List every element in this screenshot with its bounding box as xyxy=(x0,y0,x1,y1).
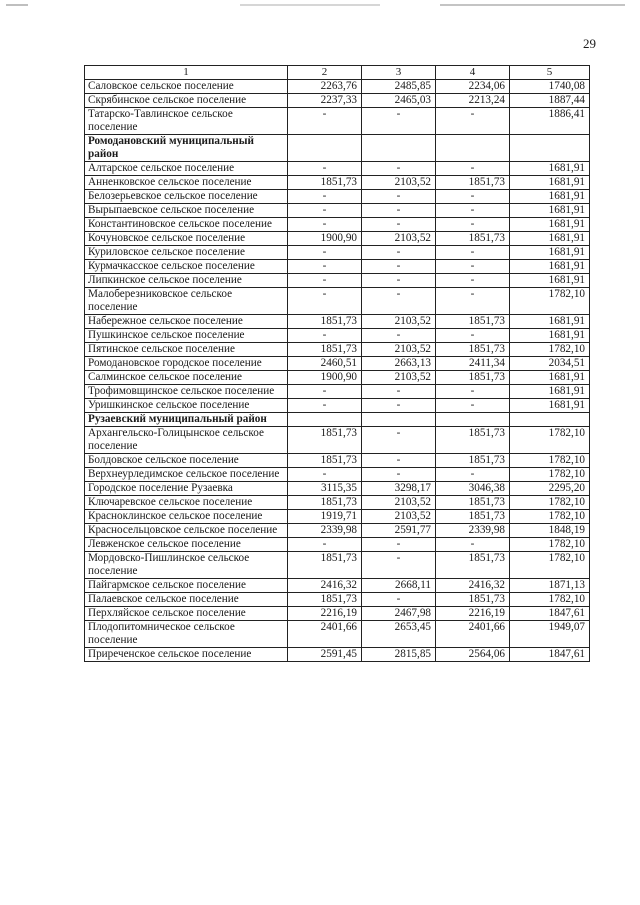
value-cell-col5: 1847,61 xyxy=(510,648,590,662)
scan-artifact xyxy=(240,4,380,6)
value-cell-col5: 1681,91 xyxy=(510,385,590,399)
value-cell-col4: - xyxy=(436,385,510,399)
value-cell-col5: 1886,41 xyxy=(510,108,590,135)
value-cell-col3: - xyxy=(362,108,436,135)
value-cell-col4: 2564,06 xyxy=(436,648,510,662)
value-cell-col4: 1851,73 xyxy=(436,593,510,607)
table-row xyxy=(85,482,590,496)
value-cell-col5: 1681,91 xyxy=(510,204,590,218)
value-cell-col5: 1681,91 xyxy=(510,176,590,190)
settlement-name: Кочуновское сельское поселение xyxy=(85,232,288,246)
table-row xyxy=(85,162,590,176)
value-cell-col2: - xyxy=(288,218,362,232)
value-cell-col2: 2216,19 xyxy=(288,607,362,621)
settlement-name: Константиновское сельское поселение xyxy=(85,218,288,232)
section-header-row xyxy=(85,413,590,427)
settlement-name: Салминское сельское поселение xyxy=(85,371,288,385)
value-cell-col4: 2416,32 xyxy=(436,579,510,593)
value-cell-col2: 1919,71 xyxy=(288,510,362,524)
table-header-row xyxy=(85,66,590,80)
value-cell-col5: 1782,10 xyxy=(510,593,590,607)
value-cell-col3: - xyxy=(362,385,436,399)
settlement-name: Архангельско-Голицынское сельское поселение xyxy=(85,427,288,454)
value-cell-col4: 1851,73 xyxy=(436,343,510,357)
value-cell-col5: 1782,10 xyxy=(510,510,590,524)
value-cell-col4: 1851,73 xyxy=(436,371,510,385)
value-cell-col4 xyxy=(436,135,510,162)
value-cell-col4: - xyxy=(436,108,510,135)
settlement-name: Пушкинское сельское поселение xyxy=(85,329,288,343)
value-cell-col4: - xyxy=(436,204,510,218)
value-cell-col5: 1681,91 xyxy=(510,246,590,260)
value-cell-col3: 2103,52 xyxy=(362,496,436,510)
table-row xyxy=(85,80,590,94)
value-cell-col4: - xyxy=(436,218,510,232)
table-row xyxy=(85,524,590,538)
value-cell-col3: 2653,45 xyxy=(362,621,436,648)
value-cell-col3: - xyxy=(362,552,436,579)
value-cell-col3: - xyxy=(362,427,436,454)
value-cell-col4 xyxy=(436,413,510,427)
value-cell-col4: - xyxy=(436,190,510,204)
value-cell-col5: 1887,44 xyxy=(510,94,590,108)
settlement-name: Курмачкасское сельское поселение xyxy=(85,260,288,274)
settlement-name: Красноклинское сельское поселение xyxy=(85,510,288,524)
value-cell-col4: 1851,73 xyxy=(436,510,510,524)
value-cell-col5: 1681,91 xyxy=(510,329,590,343)
value-cell-col4: 1851,73 xyxy=(436,427,510,454)
value-cell-col4: - xyxy=(436,246,510,260)
table-row xyxy=(85,218,590,232)
value-cell-col2: 2237,33 xyxy=(288,94,362,108)
value-cell-col2: - xyxy=(288,246,362,260)
settlement-name: Белозерьевское сельское поселение xyxy=(85,190,288,204)
value-cell-col2: 1851,73 xyxy=(288,343,362,357)
value-cell-col3: 2663,13 xyxy=(362,357,436,371)
value-cell-col5: 2295,20 xyxy=(510,482,590,496)
value-cell-col2 xyxy=(288,413,362,427)
table-row xyxy=(85,260,590,274)
value-cell-col3: - xyxy=(362,260,436,274)
settlement-name: Малоберезниковское сельское поселение xyxy=(85,288,288,315)
value-cell-col3: - xyxy=(362,274,436,288)
table-row xyxy=(85,343,590,357)
value-cell-col5: 1782,10 xyxy=(510,343,590,357)
settlement-name: Анненковское сельское поселение xyxy=(85,176,288,190)
table-row xyxy=(85,288,590,315)
value-cell-col3: - xyxy=(362,399,436,413)
value-cell-col3: - xyxy=(362,593,436,607)
settlement-name: Мордовско-Пишлинское сельское поселение xyxy=(85,552,288,579)
value-cell-col2: 1900,90 xyxy=(288,371,362,385)
table-row xyxy=(85,232,590,246)
value-cell-col3: - xyxy=(362,468,436,482)
settlement-name: Трофимовщинское сельское поселение xyxy=(85,385,288,399)
scan-artifact xyxy=(6,4,28,6)
value-cell-col5 xyxy=(510,135,590,162)
value-cell-col3: 3298,17 xyxy=(362,482,436,496)
table-row xyxy=(85,648,590,662)
value-cell-col2: - xyxy=(288,288,362,315)
table-row xyxy=(85,315,590,329)
value-cell-col2: 2401,66 xyxy=(288,621,362,648)
value-cell-col5: 1681,91 xyxy=(510,190,590,204)
value-cell-col5: 1681,91 xyxy=(510,315,590,329)
value-cell-col3: - xyxy=(362,190,436,204)
value-cell-col3: 2103,52 xyxy=(362,343,436,357)
value-cell-col3: - xyxy=(362,454,436,468)
value-cell-col4: 3046,38 xyxy=(436,482,510,496)
value-cell-col3: 2103,52 xyxy=(362,371,436,385)
value-cell-col5: 1740,08 xyxy=(510,80,590,94)
value-cell-col4: 2216,19 xyxy=(436,607,510,621)
value-cell-col2: 1851,73 xyxy=(288,552,362,579)
value-cell-col2: 2263,76 xyxy=(288,80,362,94)
table-row xyxy=(85,190,590,204)
value-cell-col4: - xyxy=(436,538,510,552)
scan-artifact xyxy=(440,4,625,6)
header-cell: 1 xyxy=(85,66,288,80)
value-cell-col5: 1782,10 xyxy=(510,427,590,454)
value-cell-col4: 2234,06 xyxy=(436,80,510,94)
district-name: Рузаевский муниципальный район xyxy=(85,413,288,427)
value-cell-col3: 2467,98 xyxy=(362,607,436,621)
value-cell-col2: 2591,45 xyxy=(288,648,362,662)
settlement-name: Плодопитомническое сельское поселение xyxy=(85,621,288,648)
settlement-name: Приреченское сельское поселение xyxy=(85,648,288,662)
value-cell-col3: 2465,03 xyxy=(362,94,436,108)
value-cell-col4: 1851,73 xyxy=(436,496,510,510)
value-cell-col4: - xyxy=(436,260,510,274)
value-cell-col4: 2411,34 xyxy=(436,357,510,371)
header-cell: 5 xyxy=(510,66,590,80)
value-cell-col2: - xyxy=(288,162,362,176)
value-cell-col2: - xyxy=(288,385,362,399)
section-header-row xyxy=(85,135,590,162)
value-cell-col3: 2668,11 xyxy=(362,579,436,593)
value-cell-col2: - xyxy=(288,108,362,135)
table-row xyxy=(85,538,590,552)
settlement-name: Набережное сельское поселение xyxy=(85,315,288,329)
table-row xyxy=(85,427,590,454)
value-cell-col4: 1851,73 xyxy=(436,552,510,579)
settlement-name: Скрябинское сельское поселение xyxy=(85,94,288,108)
value-cell-col5: 1782,10 xyxy=(510,454,590,468)
value-cell-col3: 2103,52 xyxy=(362,510,436,524)
value-cell-col4: - xyxy=(436,288,510,315)
page-number: 29 xyxy=(583,36,596,51)
value-cell-col2: 1851,73 xyxy=(288,315,362,329)
value-cell-col4: - xyxy=(436,399,510,413)
settlement-name: Верхнеурледимское сельское поселение xyxy=(85,468,288,482)
value-cell-col2: 1851,73 xyxy=(288,496,362,510)
settlement-name: Татарско-Тавлинское сельское поселение xyxy=(85,108,288,135)
value-cell-col5: 1949,07 xyxy=(510,621,590,648)
value-cell-col4: 1851,73 xyxy=(436,176,510,190)
value-cell-col3: - xyxy=(362,246,436,260)
value-cell-col2: - xyxy=(288,329,362,343)
value-cell-col3: - xyxy=(362,538,436,552)
value-cell-col2: 1851,73 xyxy=(288,593,362,607)
tariff-table xyxy=(84,65,590,662)
value-cell-col2 xyxy=(288,135,362,162)
value-cell-col4: 1851,73 xyxy=(436,454,510,468)
value-cell-col2: 2339,98 xyxy=(288,524,362,538)
settlement-name: Перхляйское сельское поселение xyxy=(85,607,288,621)
table-row xyxy=(85,468,590,482)
value-cell-col2: - xyxy=(288,204,362,218)
value-cell-col3: 2103,52 xyxy=(362,232,436,246)
settlement-name: Болдовское сельское поселение xyxy=(85,454,288,468)
value-cell-col5: 1871,13 xyxy=(510,579,590,593)
settlement-name: Уришкинское сельское поселение xyxy=(85,399,288,413)
value-cell-col5: 1782,10 xyxy=(510,468,590,482)
table-row xyxy=(85,94,590,108)
table-row xyxy=(85,357,590,371)
table-row xyxy=(85,454,590,468)
value-cell-col5: 1681,91 xyxy=(510,162,590,176)
settlement-name: Куриловское сельское поселение xyxy=(85,246,288,260)
settlement-name: Пятинское сельское поселение xyxy=(85,343,288,357)
value-cell-col5: 1782,10 xyxy=(510,496,590,510)
value-cell-col5: 1681,91 xyxy=(510,399,590,413)
value-cell-col3 xyxy=(362,413,436,427)
settlement-name: Красносельцовское сельское поселение xyxy=(85,524,288,538)
district-name: Ромодановский муниципальный район xyxy=(85,135,288,162)
value-cell-col2: - xyxy=(288,399,362,413)
table-row xyxy=(85,579,590,593)
value-cell-col5: 2034,51 xyxy=(510,357,590,371)
value-cell-col3: - xyxy=(362,204,436,218)
value-cell-col2: - xyxy=(288,538,362,552)
value-cell-col4: - xyxy=(436,162,510,176)
table-row xyxy=(85,385,590,399)
value-cell-col5: 1782,10 xyxy=(510,552,590,579)
value-cell-col2: 1851,73 xyxy=(288,176,362,190)
settlement-name: Липкинское сельское поселение xyxy=(85,274,288,288)
value-cell-col5 xyxy=(510,413,590,427)
value-cell-col3: 2103,52 xyxy=(362,315,436,329)
table-row xyxy=(85,621,590,648)
value-cell-col3: - xyxy=(362,288,436,315)
value-cell-col5: 1681,91 xyxy=(510,260,590,274)
table-row xyxy=(85,176,590,190)
value-cell-col4: - xyxy=(436,274,510,288)
value-cell-col3: 2103,52 xyxy=(362,176,436,190)
value-cell-col2: - xyxy=(288,260,362,274)
settlement-name: Пайгармское сельское поселение xyxy=(85,579,288,593)
table-row xyxy=(85,246,590,260)
table-row xyxy=(85,607,590,621)
settlement-name: Ключаревское сельское поселение xyxy=(85,496,288,510)
value-cell-col3: 2591,77 xyxy=(362,524,436,538)
value-cell-col5: 1681,91 xyxy=(510,232,590,246)
table-row xyxy=(85,371,590,385)
value-cell-col4: 1851,73 xyxy=(436,232,510,246)
table-row xyxy=(85,552,590,579)
header-cell: 2 xyxy=(288,66,362,80)
table-row xyxy=(85,274,590,288)
value-cell-col2: - xyxy=(288,468,362,482)
value-cell-col5: 1782,10 xyxy=(510,288,590,315)
header-cell: 4 xyxy=(436,66,510,80)
table-row xyxy=(85,108,590,135)
value-cell-col5: 1848,19 xyxy=(510,524,590,538)
value-cell-col2: - xyxy=(288,190,362,204)
table-row xyxy=(85,496,590,510)
value-cell-col5: 1681,91 xyxy=(510,371,590,385)
value-cell-col2: 2460,51 xyxy=(288,357,362,371)
value-cell-col5: 1847,61 xyxy=(510,607,590,621)
table-row xyxy=(85,204,590,218)
value-cell-col2: - xyxy=(288,274,362,288)
settlement-name: Вырыпаевское сельское поселение xyxy=(85,204,288,218)
value-cell-col4: 2213,24 xyxy=(436,94,510,108)
settlement-name: Левженское сельское поселение xyxy=(85,538,288,552)
table-row xyxy=(85,399,590,413)
value-cell-col3 xyxy=(362,135,436,162)
value-cell-col3: 2815,85 xyxy=(362,648,436,662)
header-cell: 3 xyxy=(362,66,436,80)
settlement-name: Городское поселение Рузаевка xyxy=(85,482,288,496)
value-cell-col5: 1782,10 xyxy=(510,538,590,552)
value-cell-col4: - xyxy=(436,468,510,482)
value-cell-col4: 1851,73 xyxy=(436,315,510,329)
value-cell-col3: - xyxy=(362,218,436,232)
value-cell-col3: - xyxy=(362,329,436,343)
value-cell-col4: 2339,98 xyxy=(436,524,510,538)
value-cell-col4: - xyxy=(436,329,510,343)
table-row xyxy=(85,593,590,607)
value-cell-col3: 2485,85 xyxy=(362,80,436,94)
value-cell-col2: 2416,32 xyxy=(288,579,362,593)
value-cell-col5: 1681,91 xyxy=(510,218,590,232)
value-cell-col2: 1851,73 xyxy=(288,454,362,468)
value-cell-col4: 2401,66 xyxy=(436,621,510,648)
value-cell-col2: 1851,73 xyxy=(288,427,362,454)
settlement-name: Саловское сельское поселение xyxy=(85,80,288,94)
value-cell-col2: 1900,90 xyxy=(288,232,362,246)
table-row xyxy=(85,329,590,343)
value-cell-col3: - xyxy=(362,162,436,176)
value-cell-col2: 3115,35 xyxy=(288,482,362,496)
value-cell-col5: 1681,91 xyxy=(510,274,590,288)
settlement-name: Палаевское сельское поселение xyxy=(85,593,288,607)
settlement-name: Ромодановское городское поселение xyxy=(85,357,288,371)
table-row xyxy=(85,510,590,524)
settlement-name: Алтарское сельское поселение xyxy=(85,162,288,176)
